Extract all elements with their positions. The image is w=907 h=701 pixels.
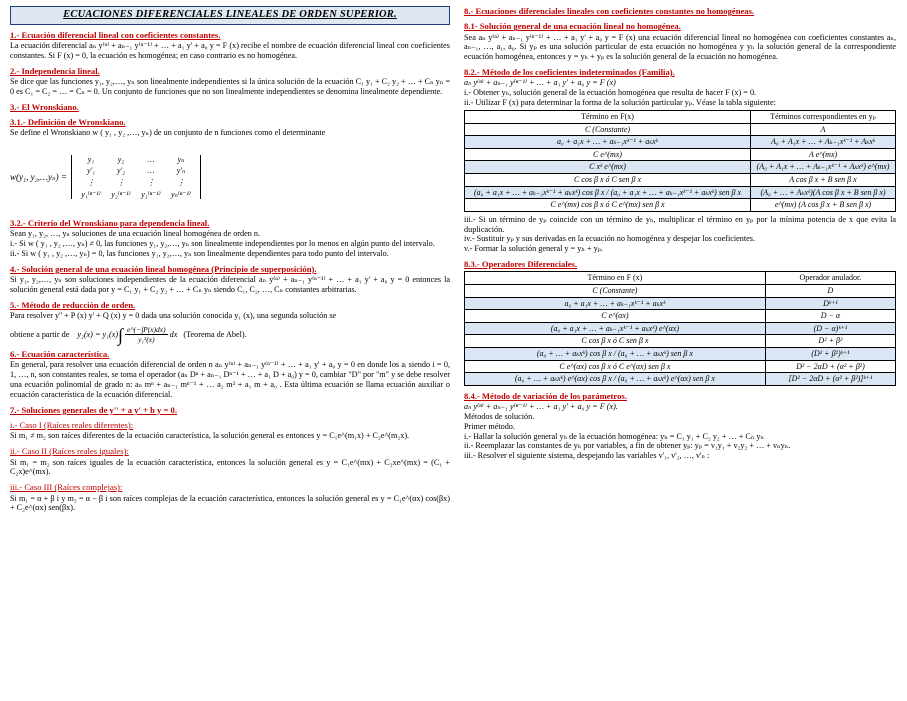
det-cell: ⋮ [86, 178, 95, 188]
table-cell: A e^(mx) [751, 148, 896, 161]
section-8-1-text: Sea aₙ y⁽ⁿ⁾ + aₙ₋₁ y⁽ⁿ⁻¹⁾ + … + a₁ y' + a₀ y = F (x) una ecuación diferencial lineal no homogénea con coeficientes constantes aₙ, aₙ₋₁, …, a₁, a₀. Si yₚ es una solución particular de esta ecuación no homogénea y yₕ la solución general de la correspondiente ecuación homogénea, entonces y = yₕ + yₚ es la solución general de la ecuación no homogénea. [464, 32, 896, 62]
table-row [465, 285, 896, 298]
section-8-heading: 8.- Ecuaciones diferenciales lineales con coeficientes constantes no homogéneas. [464, 6, 755, 16]
det-cell: y₃⁽ⁿ⁻¹⁾ [141, 189, 161, 199]
case-2-heading: ii.- Caso II (Raíces reales iguales): [10, 446, 129, 457]
abel-formula [10, 325, 450, 344]
table-cell: C e^(αx) cos β x ó C e^(αx) sen β x [465, 360, 766, 373]
section-2-heading: 2.- Independencia lineal. [10, 65, 100, 76]
section-8-2-step-v: v.- Formar la solución general y = yₕ + yₚ. [464, 244, 603, 254]
section-8-2-equation: aₙ y⁽ⁿ⁾ + aₙ₋₁ y⁽ⁿ⁻¹⁾ + … + a₁ y' + a₀ y = F (x) [464, 78, 616, 88]
table-header-cell: Término en F(x) [465, 111, 751, 124]
section-4-text: Si y₁, y₂,…, yₙ son soluciones independientes de la ecuación diferencial aₙ y⁽ⁿ⁾ + aₙ₋₁ y⁽ⁿ⁻¹⁾ + … + a₁ y' + a₀ y = 0 entonces la solución general está dada por y = C₁ y₁ + C₂ y₂ + … + Cₙ yₙ siendo C₁, C₂, …, Cₙ constantes arbitrarias. [10, 275, 450, 295]
annihilator-operators-table [464, 271, 896, 385]
table-cell: A₀ + A₁x + … + Aₖ₋₁xᵏ⁻¹ + Aₖxᵏ [751, 136, 896, 149]
wronskian-lhs: w(y₁, y₂,…yₙ) = [10, 171, 67, 182]
section-3-1-heading: 3.1.- Definición de Wronskiano. [10, 116, 126, 127]
det-cell: … [147, 154, 155, 164]
case-3-text: Si m₁ = α + β i y m₂ = α − β i son raíces complejas de la ecuación característica, entonces la solución general es y = C₁e^(αx) cos(βx) + C₂e^(αx) sen(βx). [10, 493, 450, 513]
table-cell: C e^(mx) cos β x ó C e^(mx) sen β x [465, 199, 751, 212]
det-cell: yₙ [177, 154, 185, 164]
det-cell: y'₂ [116, 166, 125, 176]
section-6-heading: 6.- Ecuación característica. [10, 349, 110, 360]
section-8-1-heading: 8.1- Solución general de una ecuación lineal no homogénea. [464, 21, 681, 32]
table-header-cell: Operador anulador. [765, 272, 895, 285]
section-8-2-step-iv: iv.- Sustituir yₚ y sus derivadas en la ecuación no homogénea y despejar los coeficientes. [464, 234, 756, 244]
integral-symbol: ∫ [118, 324, 124, 345]
wronskian-determinant [71, 155, 201, 199]
section-8-4-equation: aₙ y⁽ⁿ⁾ + aₙ₋₁ y⁽ⁿ⁻¹⁾ + … + a₁ y' + a₀ y = F (x). [464, 402, 618, 412]
abel-intro: obtiene a partir de [10, 329, 70, 339]
table-row [465, 310, 896, 323]
section-3-heading: 3.- El Wronskiano. [10, 101, 79, 112]
left-column [10, 6, 450, 701]
table-cell: (D − α)ᵏ⁺¹ [765, 322, 895, 335]
section-8-4-line-1: Métodos de solución. [464, 411, 535, 421]
case-2-text: Si m₁ = m₂ son raíces iguales de la ecuación característica, entonces la solución general es y = C₁e^(mx) + C₂xe^(mx) = (C₁ + C₂x)e^(mx). [10, 457, 450, 477]
table-row [465, 373, 896, 386]
abel-lhs: y₂(x) = y₁(x) [77, 329, 119, 339]
det-cell: ⋮ [116, 178, 125, 188]
abel-denominator: y₁²(x) [138, 335, 155, 345]
case-1-heading: i.- Caso I (Raíces reales diferentes): [10, 420, 134, 431]
table-row [465, 348, 896, 361]
table-cell: D² + β² [765, 335, 895, 348]
section-1-heading: 1.- Ecuación diferencial lineal con coeficientes constantes. [10, 29, 221, 40]
det-cell: y₁⁽ⁿ⁻¹⁾ [81, 189, 101, 199]
right-column [464, 6, 896, 701]
undetermined-coefficients-table [464, 110, 896, 212]
table-row [465, 123, 896, 136]
table-row [465, 297, 896, 310]
det-cell: yₙ⁽ⁿ⁻¹⁾ [171, 189, 191, 199]
table-cell: C cos β x ó C sen β x [465, 335, 766, 348]
table-cell: C e^(αx) [465, 310, 766, 323]
det-cell: … [147, 166, 155, 176]
table-row [465, 360, 896, 373]
table-row [465, 199, 896, 212]
det-cell: y₁ [87, 154, 95, 164]
section-3-2-line-3: ii.- Si w ( y₁ , y₂ ,…, yₙ) = 0, las funciones y₁, y₂,…, yₙ son linealmente dependientes para todo punto del intervalo. [10, 249, 389, 259]
section-8-4-line-4: ii.- Reemplazar las constantes de yₕ por variables, a fin de obtener yₚ: yₚ = v₁y₁ + v₂y₂ + … + vₙyₙ. [464, 441, 791, 451]
det-cell: y₂⁽ⁿ⁻¹⁾ [111, 189, 131, 199]
section-5-heading: 5.- Método de reducción de orden. [10, 299, 136, 310]
table-header-row [465, 111, 896, 124]
det-cell: y'ₙ [176, 166, 186, 176]
section-8-4-line-5: iii.- Resolver el siguiente sistema, despejando las variables v'₁, v'₂, …, v'ₙ : [464, 451, 710, 461]
table-cell: A [751, 123, 896, 136]
section-2-text: Se dice que las funciones y₁, y₂,…, yₙ son linealmente independientes si la única solución de la ecuación C₁ y₁ + C₂ y₂ + … + Cₙ yₙ = 0 es C₁ = C₂ = … = Cₙ = 0. Un conjunto de funciones que no son linealmente independientes se denomina linealmente dependiente. [10, 76, 450, 96]
det-cell: y'₁ [86, 166, 95, 176]
table-cell: C cos β x ó C sen β x [465, 173, 751, 186]
table-cell: C (Constante) [465, 285, 766, 298]
abel-fraction [125, 325, 168, 344]
table-header-cell: Término en F (x) [465, 272, 766, 285]
table-cell: Dᵏ⁺¹ [765, 297, 895, 310]
section-6-text: En general, para resolver una ecuación diferencial de orden n aₙ y⁽ⁿ⁾ + aₙ₋₁ y⁽ⁿ⁻¹⁾ + … + a₁ y' + a₀ y = 0 en donde los aᵢ siendo i = 0, 1, …, n, son constantes reales, se toma el operador (aₙ Dⁿ + aₙ₋₁ Dⁿ⁻¹ + … + a₁ D + a₀) y = 0, cambiar "D" por "m" y se debe resolver una ecuación polinomial de grado n: aₙ mⁿ + aₙ₋₁ mⁿ⁻¹ + … a₂ m² + a₁ m + a₀ . Esta última ecuación se llama ecuación auxiliar o ecuación característica de la ecuación diferencial. [10, 360, 450, 399]
table-cell: (a₀ + … + aₖxᵏ) e^(αx) cos β x / (a₀ + … + aₖxᵏ) e^(αx) sen β x [465, 373, 766, 386]
table-cell: D² − 2αD + (α² + β²) [765, 360, 895, 373]
det-cell: ⋮ [176, 178, 185, 188]
section-8-2-step-ii: ii.- Utilizar F (x) para determinar la forma de la solución particular yₚ. Véase la tabla siguiente: [464, 98, 776, 108]
table-row [465, 335, 896, 348]
table-cell: A cos β x + B sen β x [751, 173, 896, 186]
section-1-text: La ecuación diferencial aₙ y⁽ⁿ⁾ + aₙ₋₁ y⁽ⁿ⁻¹⁾ + … + a₁ y' + a₀ y = F (x) recibe el nombre de ecuación diferencial lineal con coeficientes constantes. Si F (x) = 0, la ecuación es homogénea; en caso contrario es no homogénea. [10, 40, 450, 60]
section-4-heading: 4.- Solución general de una ecuación lineal homogénea (Principio de superposición). [10, 263, 317, 274]
case-1-text: Si m₁ ≠ m₂ son raíces diferentes de la ecuación característica, la solución general es entonces y = C₁e^(m₁x) + C₂e^(m₂x). [10, 431, 410, 441]
section-8-4-line-3: i.- Hallar la solución general yₕ de la ecuación homogénea: yₕ = C₁ y₁ + C₂ y₂ + … + Cₙ yₙ [464, 431, 765, 441]
table-cell: D [765, 285, 895, 298]
table-cell: (a₀ + a₁x + … + aₖ₋₁xᵏ⁻¹ + aₖxᵏ) cos β x / (a₀ + a₁x + … + aₖ₋₁xᵏ⁻¹ + aₖxᵏ) sen β x [465, 186, 751, 199]
section-8-2-step-iii: iii.- Si un término de yₚ coincide con un término de yₕ, multiplicar el término en yₚ por la mínima potencia de x que evita la duplicación. [464, 214, 896, 234]
section-5-text: Para resolver y'' + P (x) y' + Q (x) y = 0 dada una solución conocida y₁ (x), una segunda solución se [10, 311, 337, 321]
section-8-2-step-i: i.- Obtener yₕ, solución general de la ecuación homogénea que resulta de hacer F (x) = 0. [464, 88, 757, 98]
table-cell: a₀ + a₁x + … + aₖ₋₁xᵏ⁻¹ + aₖxᵏ [465, 136, 751, 149]
table-cell: [D² − 2αD + (α² + β²)]ᵏ⁺¹ [765, 373, 895, 386]
table-cell: a₀ + a₁x + … + aₖ₋₁xᵏ⁻¹ + aₖxᵏ [465, 297, 766, 310]
abel-numerator: e^(−∫P(x)dx) [127, 325, 166, 335]
table-row [465, 186, 896, 199]
section-8-4-heading: 8.4.- Método de variación de los parámetros. [464, 390, 627, 401]
section-8-4-line-2: Primer método. [464, 421, 515, 431]
table-cell: C xᵏ e^(mx) [465, 161, 751, 174]
table-row [465, 148, 896, 161]
det-cell: y₂ [117, 154, 125, 164]
abel-theorem-note: (Teorema de Abel). [183, 329, 247, 339]
table-row [465, 161, 896, 174]
case-3-heading: iii.- Caso III (Raíces complejas): [10, 482, 123, 493]
table-cell: (A₀ + A₁x + … + Aₖ₋₁xᵏ⁻¹ + Aₖxᵏ) e^(mx) [751, 161, 896, 174]
table-row [465, 173, 896, 186]
table-cell: (a₀ + … + aₖxᵏ) cos β x / (a₀ + … + aₖxᵏ) sen β x [465, 348, 766, 361]
page-title: ECUACIONES DIFERENCIALES LINEALES DE ORDEN SUPERIOR. [10, 6, 450, 25]
abel-dx: dx [169, 329, 178, 339]
table-cell: (A₀ + … + Aₖxᵏ)(A cos β x + B sen β x) [751, 186, 896, 199]
table-cell: C (Constante) [465, 123, 751, 136]
table-cell: e^(mx) (A cos β x + B sen β x) [751, 199, 896, 212]
table-cell: (a₀ + a₁x + … + aₖ₋₁xᵏ⁻¹ + aₖxᵏ) e^(αx) [465, 322, 766, 335]
table-header-row [465, 272, 896, 285]
section-8-3-heading: 8.3.- Operadores Diferenciales. [464, 259, 578, 270]
table-cell: D − α [765, 310, 895, 323]
det-cell: ⋮ [146, 178, 155, 188]
table-header-cell: Términos correspondientes en yₚ [751, 111, 896, 124]
section-3-2-line-1: Sean y₁, y₂, …, yₙ soluciones de una ecuación lineal homogénea de orden n. [10, 229, 261, 239]
table-row [465, 136, 896, 149]
wronskian-formula [10, 141, 450, 213]
table-cell: (D² + β²)ᵏ⁺¹ [765, 348, 895, 361]
section-7-heading: 7.- Soluciones generales de y'' + a y' + b y = 0. [10, 404, 177, 415]
table-cell: C e^(mx) [465, 148, 751, 161]
section-3-2-line-2: i.- Si w ( y₁ , y₂ ,…, yₙ) ≠ 0, las funciones y₁, y₂,…, yₙ son linealmente independientes por lo menos en algún punto del intervalo. [10, 239, 435, 249]
section-3-2-heading: 3.2.- Criterio del Wronskiano para dependencia lineal. [10, 218, 210, 229]
table-row [465, 322, 896, 335]
section-8-2-heading: 8.2.- Método de los coeficientes indeterminados (Familia). [464, 67, 675, 78]
section-3-1-text: Se define el Wronskiano w ( y₁ , y₂ ,…, yₙ) de un conjunto de n funciones como el determinante [10, 128, 326, 138]
